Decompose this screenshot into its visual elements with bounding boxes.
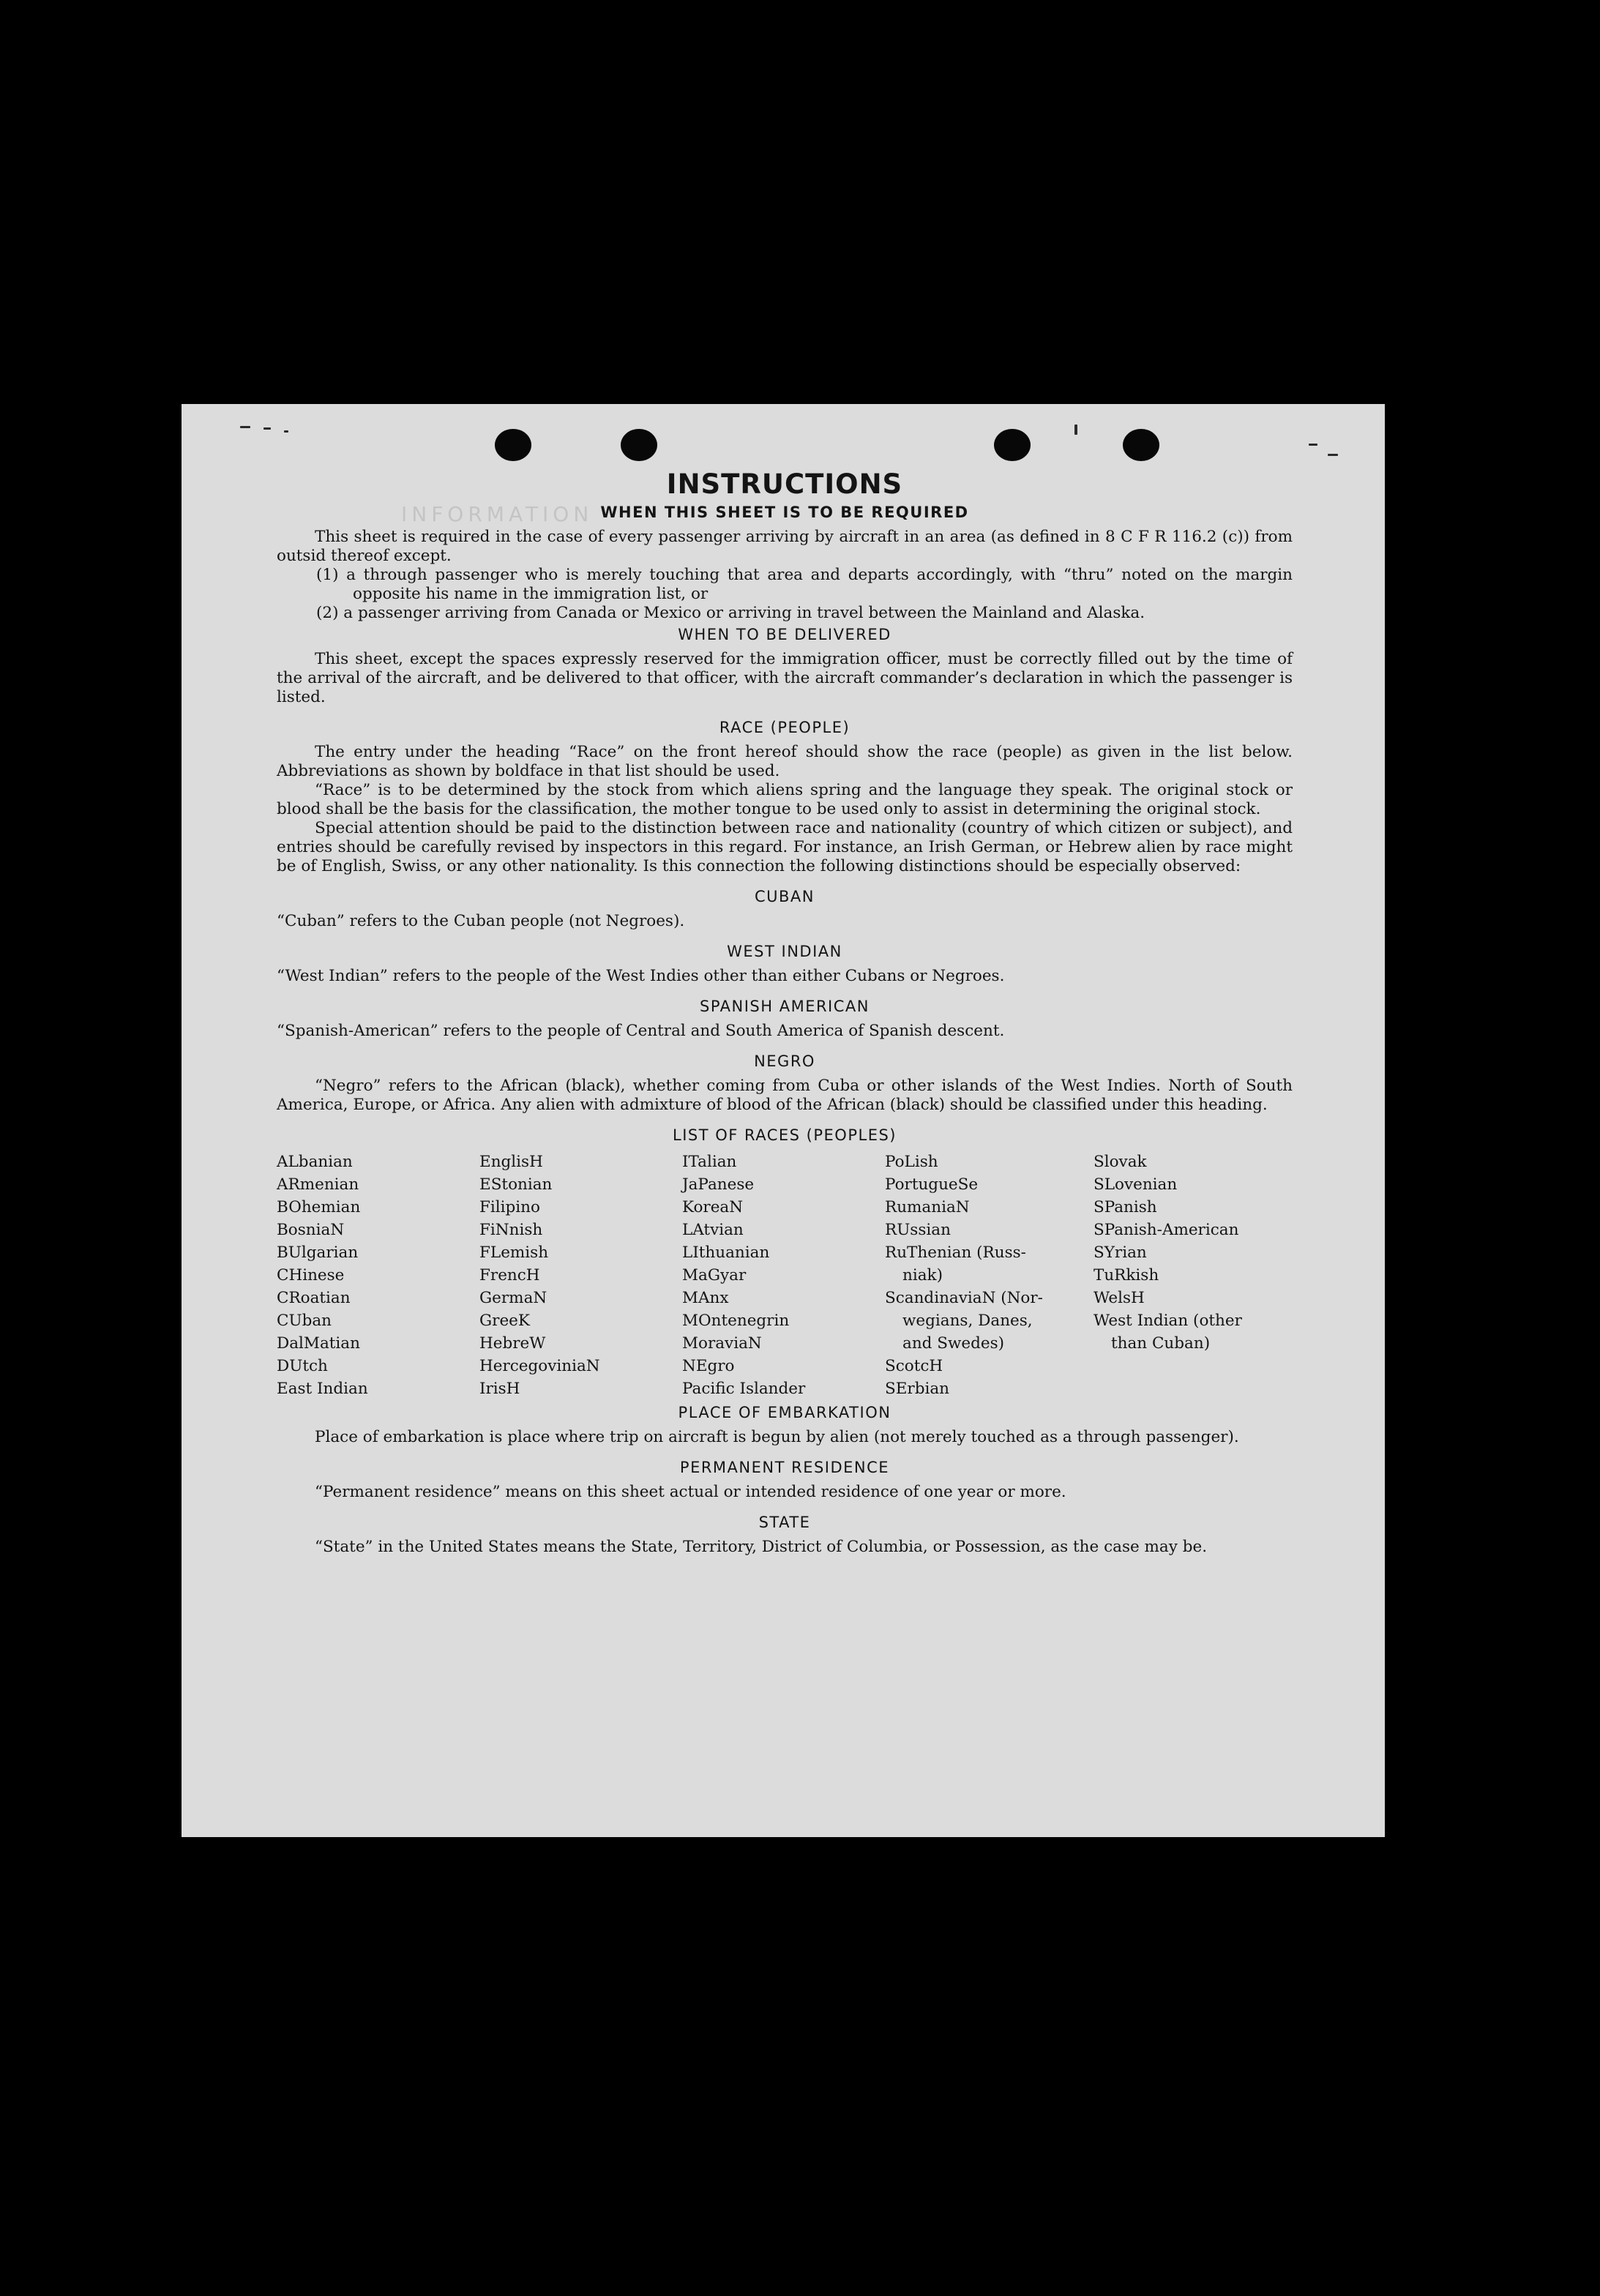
race-item: EStonian bbox=[479, 1175, 553, 1194]
race-item: GermaN bbox=[479, 1289, 547, 1307]
race-item: FrencH bbox=[479, 1266, 540, 1285]
paragraph: Special attention should be paid to the distinction between race and nationality (country of which citizen or subject), and entries should be carefully revised by inspectors in this regard. For instance, an Irish German, or Hebrew alien by race might be of English, Swiss, or any other nationality. Is this connection the following distinctions should be especially observed: bbox=[277, 819, 1293, 875]
heading-race: RACE (PEOPLE) bbox=[719, 719, 851, 736]
race-item: BUlgarian bbox=[277, 1244, 359, 1262]
race-item: KoreaN bbox=[682, 1198, 744, 1216]
paragraph: “Race” is to be determined by the stock from which aliens spring and the language they speak. The original stock or blood shall be the basis for the classification, the mother tongue to be used only to assist in determining the original stock. bbox=[277, 781, 1293, 818]
heading-permanent-residence: PERMANENT RESIDENCE bbox=[679, 1459, 890, 1476]
heading-when-required: WHEN THIS SHEET IS TO BE REQUIRED bbox=[600, 504, 969, 521]
page-title: INSTRUCTIONS bbox=[666, 468, 903, 500]
heading-list-of-races: LIST OF RACES (PEOPLES) bbox=[673, 1126, 897, 1144]
race-item: than Cuban) bbox=[1111, 1334, 1211, 1353]
race-item: FiNnish bbox=[479, 1221, 543, 1239]
race-item: RUssian bbox=[885, 1221, 951, 1239]
race-item: SErbian bbox=[885, 1380, 950, 1398]
punch-hole bbox=[994, 429, 1031, 461]
race-item: West Indian (other bbox=[1094, 1312, 1242, 1330]
race-item: RuThenian (Russ- bbox=[885, 1244, 1026, 1262]
race-item: East Indian bbox=[277, 1380, 368, 1398]
race-item: DalMatian bbox=[277, 1334, 360, 1353]
speck bbox=[1328, 454, 1338, 456]
paragraph: This sheet, except the spaces expressly reserved for the immigration officer, must be correctly filled out by the time of the arrival of the aircraft, and be delivered to that officer, with the aircraft commander’s declaration in which the passenger is listed. bbox=[277, 650, 1293, 706]
race-item: ScandinaviaN (Nor- bbox=[885, 1289, 1043, 1307]
race-item: and Swedes) bbox=[902, 1334, 1005, 1353]
races-column bbox=[885, 1151, 1094, 1400]
speck bbox=[240, 426, 250, 428]
heading-state: STATE bbox=[758, 1514, 811, 1531]
race-item: Filipino bbox=[479, 1198, 540, 1216]
races-column bbox=[277, 1151, 479, 1400]
race-item: FLemish bbox=[479, 1244, 549, 1262]
race-item: ITalian bbox=[682, 1153, 737, 1171]
heading-place-of-embarkation: PLACE OF EMBARKATION bbox=[678, 1404, 891, 1421]
paragraph: “Cuban” refers to the Cuban people (not Negroes). bbox=[277, 912, 685, 930]
speck bbox=[1074, 425, 1077, 435]
race-item: CRoatian bbox=[277, 1289, 351, 1307]
races-table bbox=[277, 1151, 1293, 1400]
race-item: PortugueSe bbox=[885, 1175, 979, 1194]
race-item: JaPanese bbox=[682, 1175, 755, 1194]
race-item: MaGyar bbox=[682, 1266, 747, 1285]
speck bbox=[263, 427, 271, 430]
race-item: EnglisH bbox=[479, 1153, 543, 1171]
race-item: PoLish bbox=[885, 1153, 938, 1171]
race-item: HebreW bbox=[479, 1334, 546, 1353]
race-item: TuRkish bbox=[1094, 1266, 1159, 1285]
race-item: ARmenian bbox=[277, 1175, 359, 1194]
speck bbox=[284, 430, 288, 433]
race-item: LAtvian bbox=[682, 1221, 744, 1239]
race-item: WelsH bbox=[1094, 1289, 1145, 1307]
punch-hole bbox=[621, 429, 657, 461]
paragraph: “Spanish-American” refers to the people of Central and South America of Spanish descent. bbox=[277, 1022, 1005, 1040]
races-column bbox=[479, 1151, 682, 1400]
race-item: LIthuanian bbox=[682, 1244, 770, 1262]
heading-negro: NEGRO bbox=[754, 1052, 815, 1070]
document-sheet bbox=[182, 404, 1385, 1837]
race-item: DUtch bbox=[277, 1357, 328, 1375]
faint-bleed-text: INFORMATION bbox=[401, 502, 594, 526]
race-item: GreeK bbox=[479, 1312, 530, 1330]
race-item: MAnx bbox=[682, 1289, 729, 1307]
race-item: HercegoviniaN bbox=[479, 1357, 600, 1375]
heading-spanish-american: SPANISH AMERICAN bbox=[700, 998, 870, 1015]
paragraph: “State” in the United States means the State, Territory, District of Columbia, or Possession, as the case may be. bbox=[315, 1538, 1208, 1556]
race-item: CUban bbox=[277, 1312, 332, 1330]
paragraph: “West Indian” refers to the people of the West Indies other than either Cubans or Negroes. bbox=[277, 967, 1005, 985]
race-item: SYrian bbox=[1094, 1244, 1147, 1262]
instructions-content bbox=[277, 468, 1293, 1557]
paragraph: “Negro” refers to the African (black), whether coming from Cuba or other islands of the West Indies. North of South America, Europe, or Africa. Any alien with admixture of blood of the African (black) should be classified under this heading. bbox=[277, 1077, 1293, 1114]
heading-west-indian: WEST INDIAN bbox=[727, 943, 842, 960]
heading-when-delivered: WHEN TO BE DELIVERED bbox=[678, 626, 891, 643]
race-item: BOhemian bbox=[277, 1198, 361, 1216]
race-item: CHinese bbox=[277, 1266, 345, 1285]
race-item: ALbanian bbox=[277, 1153, 353, 1171]
race-item: Pacific Islander bbox=[682, 1380, 806, 1398]
race-item: SLovenian bbox=[1094, 1175, 1178, 1194]
punch-hole bbox=[1123, 429, 1159, 461]
race-item: IrisH bbox=[479, 1380, 520, 1398]
race-item: ScotcH bbox=[885, 1357, 943, 1375]
race-item: RumaniaN bbox=[885, 1198, 970, 1216]
race-item: SPanish-American bbox=[1094, 1221, 1239, 1239]
heading-cuban: CUBAN bbox=[754, 888, 815, 905]
race-item: niak) bbox=[902, 1266, 943, 1285]
race-item: BosniaN bbox=[277, 1221, 345, 1239]
paragraph: This sheet is required in the case of every passenger arriving by aircraft in an area (as defined in 8 C F R 116.2 (c)) from outsid thereof except. bbox=[277, 528, 1293, 565]
races-column bbox=[1094, 1151, 1293, 1400]
paragraph: “Permanent residence” means on this sheet actual or intended residence of one year or more. bbox=[315, 1483, 1066, 1501]
list-item: (2) a passenger arriving from Canada or Mexico or arriving in travel between the Mainland and Alaska. bbox=[316, 604, 1145, 622]
paragraph: The entry under the heading “Race” on the front hereof should show the race (people) as given in the list below. Abbreviations as shown by boldface in that list should be used. bbox=[277, 743, 1293, 780]
paragraph: Place of embarkation is place where trip on aircraft is begun by alien (not merely touched as a through passenger). bbox=[315, 1428, 1239, 1446]
race-item: MOntenegrin bbox=[682, 1312, 790, 1330]
race-item: MoraviaN bbox=[682, 1334, 762, 1353]
race-item: wegians, Danes, bbox=[902, 1312, 1033, 1330]
race-item: NEgro bbox=[682, 1357, 735, 1375]
race-item: Slovak bbox=[1094, 1153, 1147, 1171]
list-item: (1) a through passenger who is merely touching that area and departs accordingly, with “thru” noted on the margin opposite his name in the immigration list, or bbox=[316, 566, 1293, 603]
punch-hole bbox=[495, 429, 531, 461]
speck bbox=[1309, 444, 1317, 446]
exception-list bbox=[277, 566, 1293, 623]
race-item: SPanish bbox=[1094, 1198, 1157, 1216]
races-column bbox=[682, 1151, 885, 1400]
